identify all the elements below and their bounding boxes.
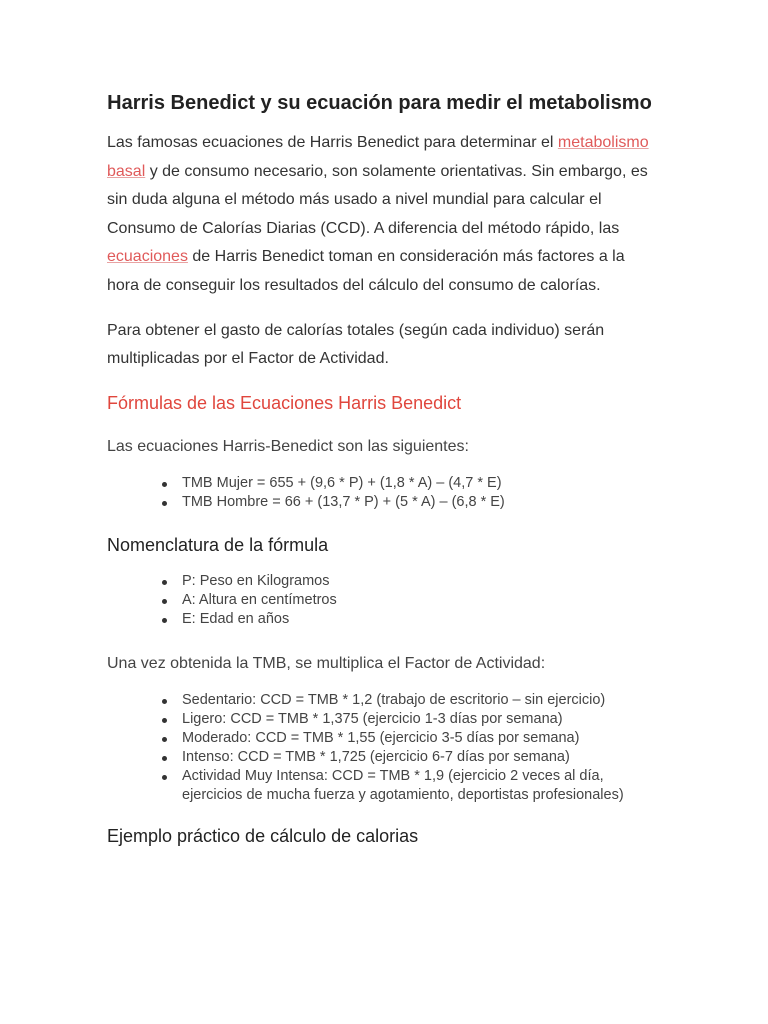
intro-text-2: y de consumo necesario, son solamente orientativas. Sin embargo, es sin duda alguna el método más usado a nivel mundial para calcular el Consumo de Calorías Diarias (CCD). A diferencia del método rápido, las xyxy=(107,162,648,237)
list-item: Sedentario: CCD = TMB * 1,2 (trabajo de escritorio – sin ejercicio) xyxy=(182,691,652,710)
list-item: P: Peso en Kilogramos xyxy=(182,572,652,591)
formulas-list xyxy=(107,474,652,512)
nomenclature-list xyxy=(107,572,652,629)
list-item: TMB Hombre = 66 + (13,7 * P) + (5 * A) – (6,8 * E) xyxy=(182,493,652,512)
list-item: A: Altura en centímetros xyxy=(182,591,652,610)
formulas-lead: Las ecuaciones Harris-Benedict son las siguientes: xyxy=(107,437,469,455)
activity-list xyxy=(107,691,652,805)
metabolismo-basal-link[interactable]: metabolismo basal xyxy=(107,134,649,180)
list-item: Intenso: CCD = TMB * 1,725 (ejercicio 6-7 días por semana) xyxy=(182,748,652,767)
activity-lead: Una vez obtenida la TMB, se multiplica el Factor de Actividad: xyxy=(107,654,546,672)
intro-text-3: de Harris Benedict toman en consideración más factores a la hora de conseguir los resultados del cálculo del consumo de calorías. xyxy=(107,248,625,294)
list-item: E: Edad en años xyxy=(182,610,652,629)
list-item: Actividad Muy Intensa: CCD = TMB * 1,9 (ejercicio 2 veces al día, ejercicios de mucha fuerza y agotamiento, deportistas profesionales) xyxy=(182,767,652,805)
list-item: TMB Mujer = 655 + (9,6 * P) + (1,8 * A) – (4,7 * E) xyxy=(182,474,652,493)
document-page xyxy=(107,88,652,849)
activity-factor-paragraph: Para obtener el gasto de calorías totales (según cada individuo) serán multiplicadas por el Factor de Actividad. xyxy=(107,321,605,368)
intro-paragraph xyxy=(107,129,652,301)
formulas-heading: Fórmulas de las Ecuaciones Harris Benedict xyxy=(107,392,462,413)
nomenclature-heading: Nomenclatura de la fórmula xyxy=(107,534,329,555)
page-title: Harris Benedict y su ecuación para medir el metabolismo xyxy=(107,92,652,114)
ecuaciones-link[interactable]: ecuaciones xyxy=(107,248,188,266)
example-heading: Ejemplo práctico de cálculo de calorias xyxy=(107,825,419,846)
list-item: Moderado: CCD = TMB * 1,55 (ejercicio 3-5 días por semana) xyxy=(182,729,652,748)
list-item: Ligero: CCD = TMB * 1,375 (ejercicio 1-3 días por semana) xyxy=(182,710,652,729)
intro-text-1: Las famosas ecuaciones de Harris Benedict para determinar el xyxy=(107,134,558,151)
